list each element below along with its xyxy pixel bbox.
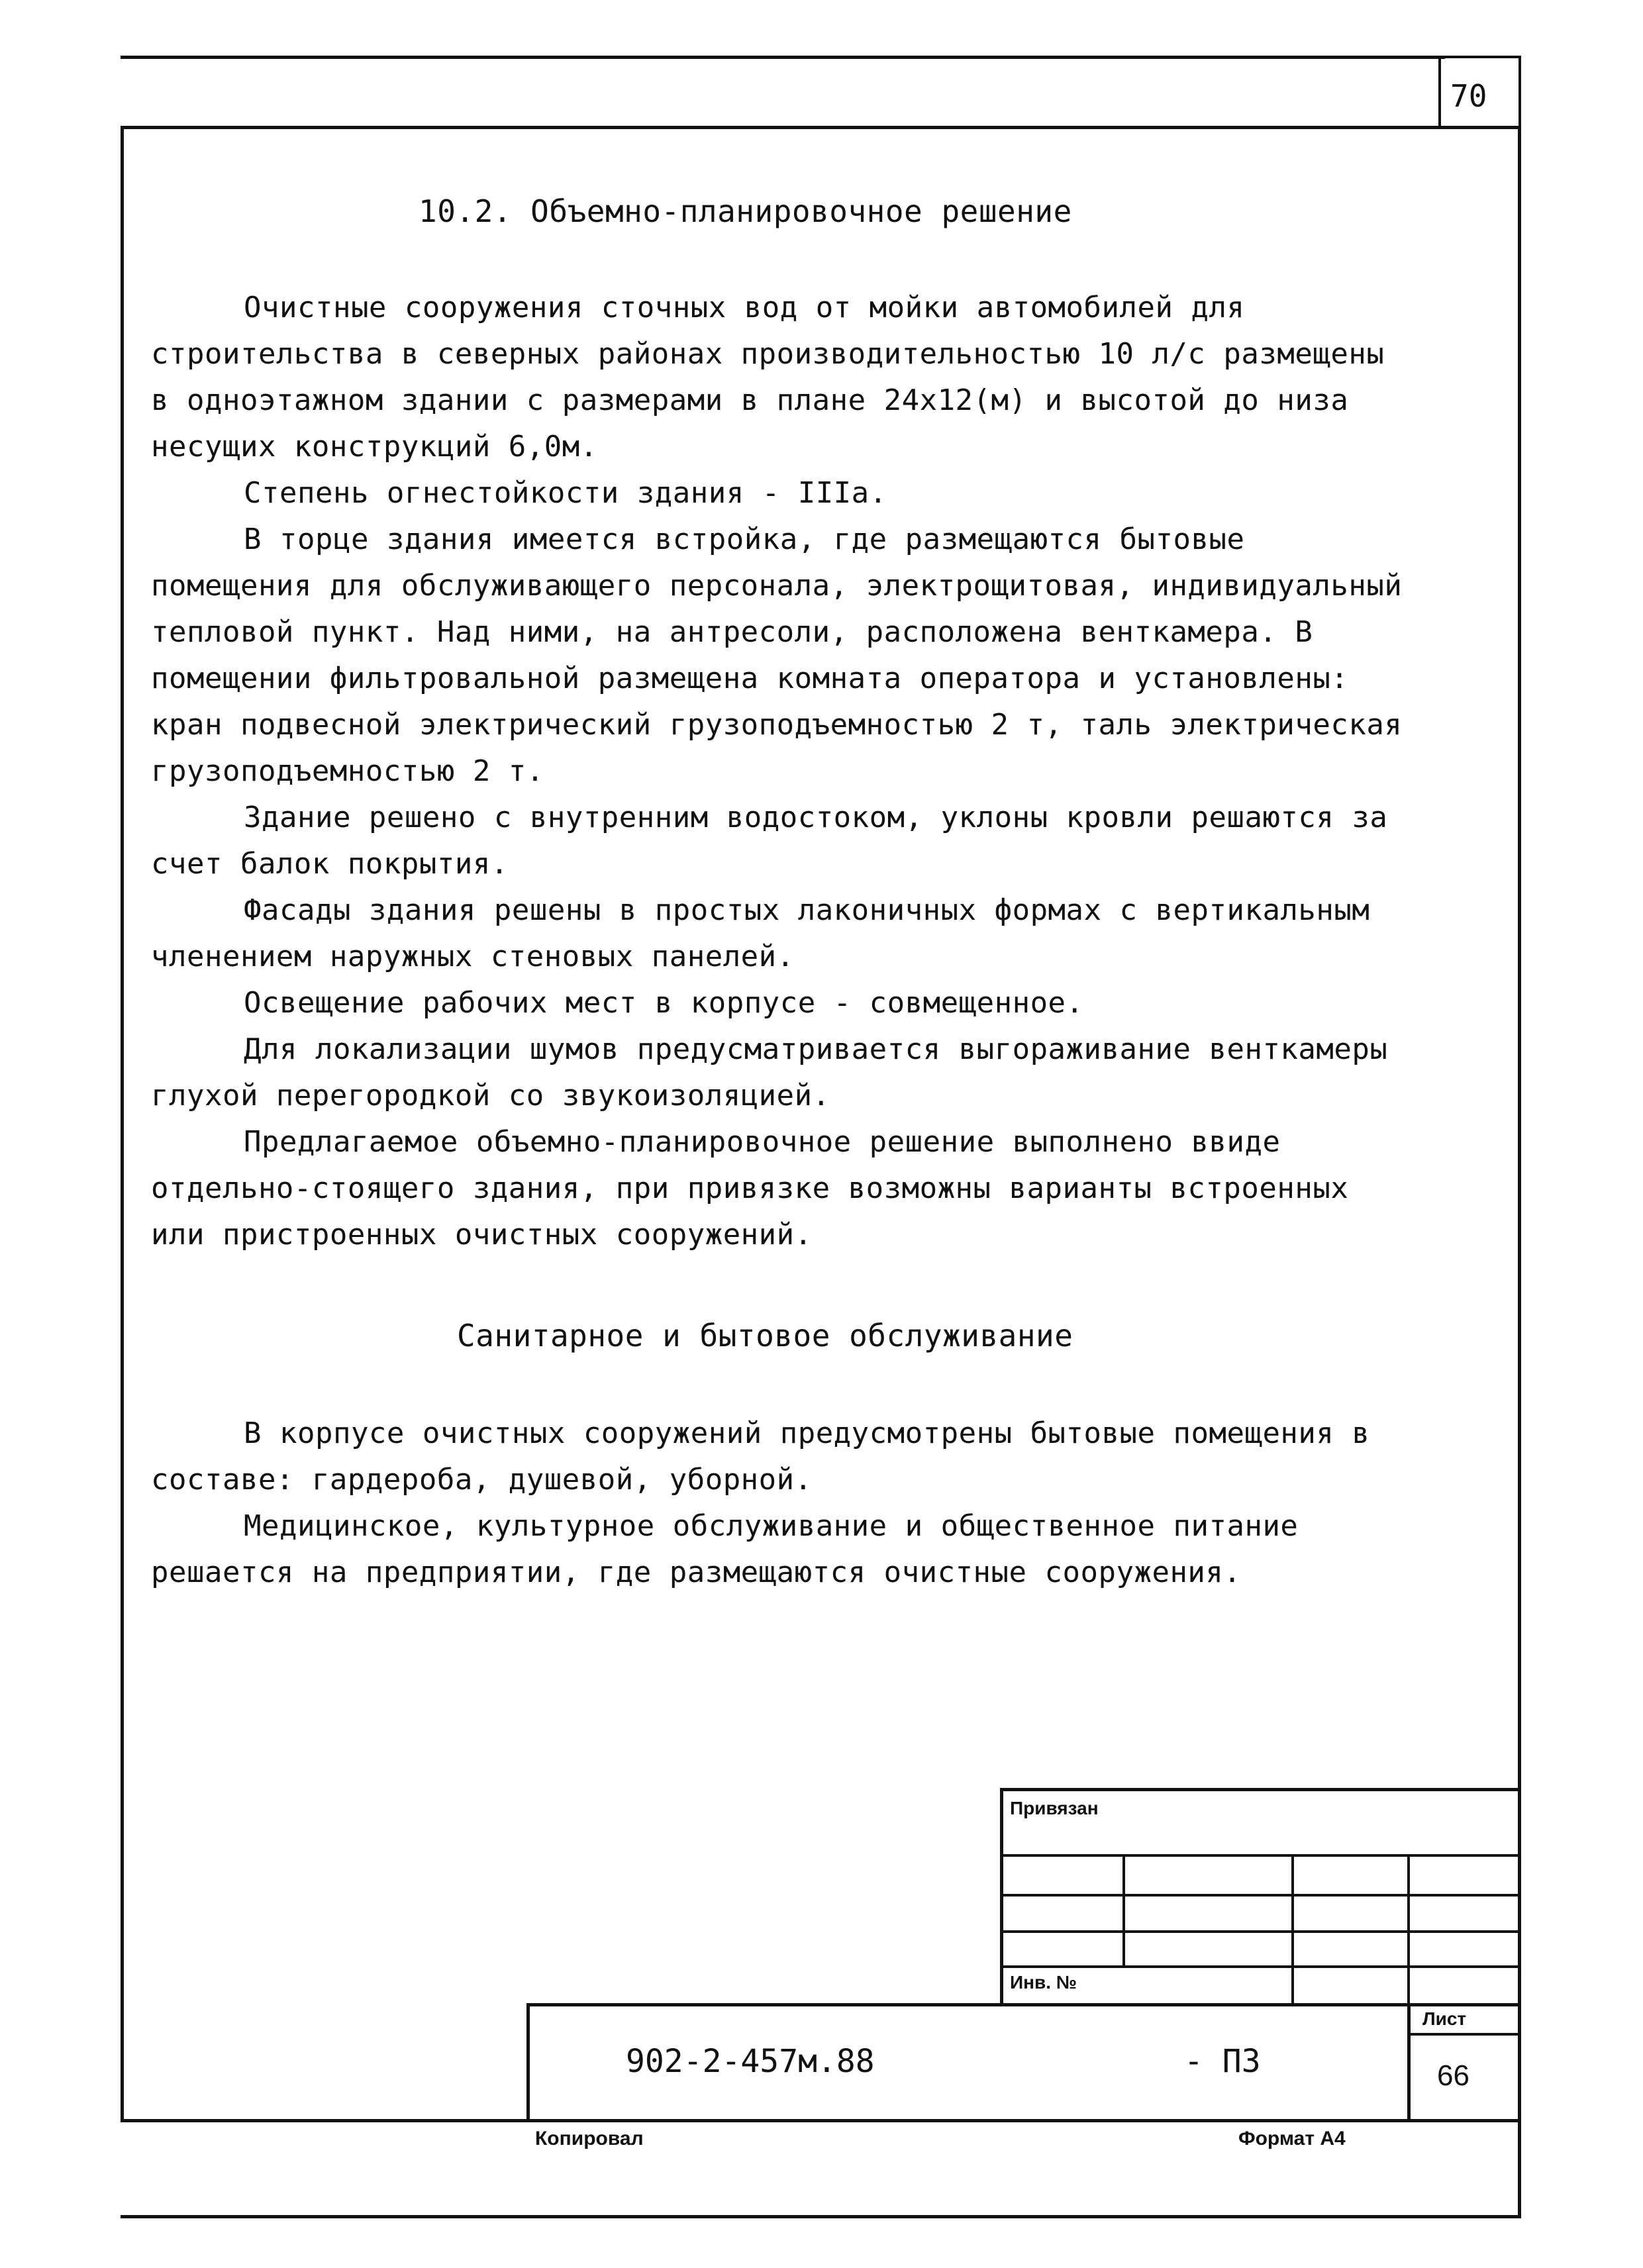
stamp-left [1000,1788,1003,2006]
outer-bottom-line [121,2215,1521,2218]
document-code: 902-2-457м.88 [626,2043,875,2080]
body-text-1 [151,285,1409,1258]
frame-top [121,126,1521,129]
format-label: Формат А4 [1238,2128,1346,2149]
stamp-col-line [1122,1854,1125,1965]
code-row-left [526,2003,530,2122]
stamp-row-line [1000,1965,1520,1968]
frame-bottom [121,2119,1521,2122]
paragraph: Здание решено с внутренним водостоком, уклоны кровли решаются за счет балок покрытия. [151,801,1388,881]
stamp-col-line [1407,1854,1410,2006]
paragraph: Очистные сооружения сточных вод от мойки автомобилей для строительства в северных районах производительностью 10 л/с размещены в одноэтажном здании с размерами в плане 24х12(м) и высотой до низа несущих конструкций 6,0м. [151,291,1385,464]
stamp-inv-label: Инв. № [1010,1972,1077,1993]
frame-left [121,126,124,2122]
paragraph: Для локализации шумов предусматривается выгораживание венткамеры глухой перегородкой со звукоизоляцией. [151,1032,1388,1112]
stamp-row-line [1000,1854,1520,1857]
paragraph: В корпусе очистных сооружений предусмотрены бытовые помещения в составе: гардероба, душевой, уборной. [151,1416,1370,1497]
top-border-line [121,56,1445,59]
paragraph: Степень огнестойкости здания - IIIа. [244,476,887,510]
sheet-number: 66 [1437,2059,1469,2092]
paragraph: Освещение рабочих мест в корпусе - совмещенное. [244,986,1084,1020]
sheet-col-line [1407,2003,1411,2122]
page-number: 70 [1450,78,1487,114]
copied-label: Копировал [535,2128,644,2149]
stamp-col-line [1291,1854,1294,2006]
code-row-top [526,2003,1520,2006]
paragraph: Медицинское, культурное обслуживание и общественное питание решается на предприятии, где размещаются очистные сооружения. [151,1509,1299,1589]
stamp-top [1000,1788,1520,1791]
subsection-title: Санитарное и бытовое обслуживание [457,1318,1073,1354]
paragraph: Предлагаемое объемно-планировочное решение выполнено ввиде отдельно-стоящего здания, при привязке возможны варианты встроенных или пристроенных очистных сооружений. [151,1125,1349,1252]
document-suffix: - ПЗ [1184,2043,1261,2080]
body-text-2 [151,1410,1409,1596]
stamp-row-line [1000,1894,1520,1897]
sheet-label: Лист [1422,2008,1467,2029]
section-title: 10.2. Объемно-планировочное решение [419,193,1072,229]
paragraph: Фасады здания решены в простых лаконичных формах с вертикальным членением наружных стеновых панелей. [151,893,1370,973]
stamp-row-line [1000,1930,1520,1933]
outer-right-line [1518,2119,1521,2218]
stamp-privyazan-label: Привязан [1010,1798,1099,1818]
paragraph: В торце здания имеется встройка, где размещаются бытовые помещения для обслуживающего персонала, электрощитовая, индивидуальный тепловой пункт. Над ними, на антресоли, расположена венткамера. В помещении фильтровальной размещена комната оператора и установлены: кран подвесной электрический грузоподъемностью 2 т, таль электрическая грузоподъемностью 2 т. [151,522,1403,788]
frame-right [1518,126,1521,2132]
sheet-label-line [1407,2033,1520,2036]
